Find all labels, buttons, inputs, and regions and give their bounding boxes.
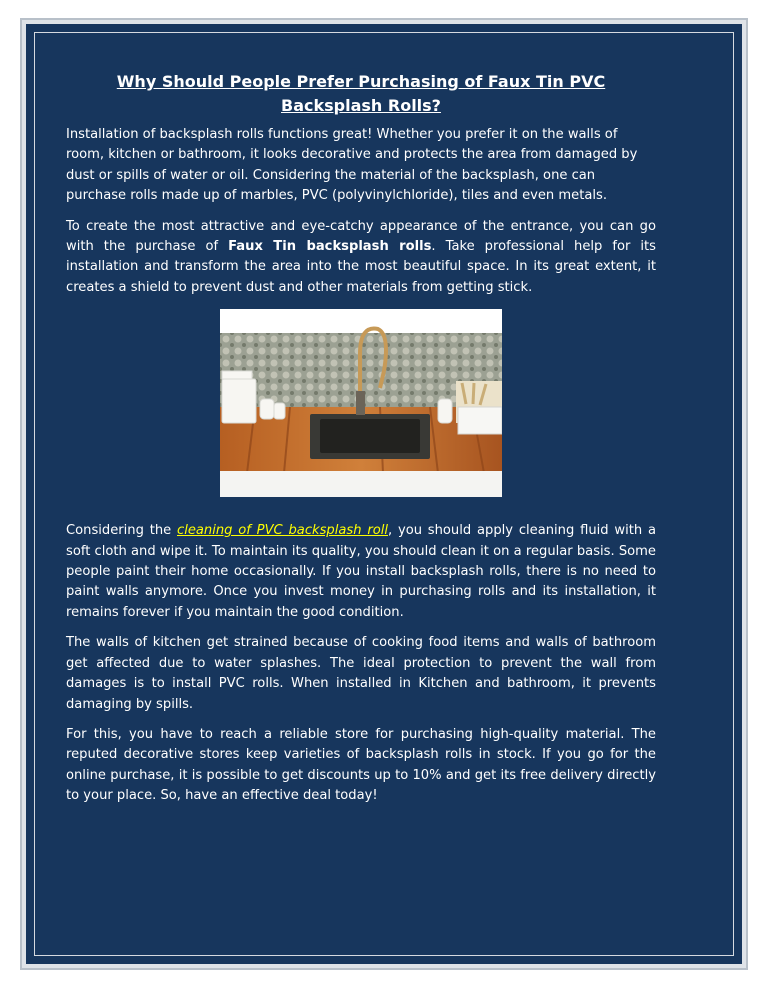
cleaning-pvc-backsplash-link[interactable]: cleaning of PVC backsplash roll (177, 523, 388, 539)
kitchen-sink-backsplash-photo (220, 309, 502, 497)
intro-paragraph: Installation of backsplash rolls functions great! Whether you prefer it on the walls of room, kitchen or bathroom, it looks decorative and protects the area from damaged by dust or spills of water or oil. Considering the material of the backsplash, one can purchase rolls made up of marbles, PVC (polyvinylchloride), tiles and even metals. (66, 127, 638, 204)
faux-tin-bold-text: Faux Tin backsplash rolls (228, 239, 432, 255)
faux-tin-paragraph-end: . Take professional help for its installation and transform the area into the most beautiful space. In its great extent, it creates a shield to prevent dust and other materials from getting stick. (66, 239, 656, 295)
faux-tin-paragraph (66, 217, 656, 299)
purchase-paragraph: For this, you have to reach a reliable store for purchasing high-quality material. The reputed decorative stores keep varieties of backsplash rolls in stock. If you go for the online purchase, it is possible to get discounts up to 10% and get its free delivery directly to your place. So, have an effective deal today! (66, 726, 656, 804)
kitchen-bathroom-paragraph: The walls of kitchen get strained because of cooking food items and walls of bathroom get affected due to water splashes. The ideal protection to prevent the wall from damages is to install PVC rolls. When installed in Kitchen and bathroom, it prevents damaging by spills. (66, 635, 656, 712)
document-title: Why Should People Prefer Purchasing of Faux Tin PVC Backsplash Rolls? (116, 72, 606, 115)
cleaning-paragraph-end: , you should apply cleaning fluid with a soft cloth and wipe it. To maintain its quality, you should clean it on a regular basis. Some people paint their home occasionally. If you install backsplash rolls, there is no need to paint walls anymore. Once you invest money in purchasing rolls and its installation, it remains forever if you maintain the good condition. (66, 523, 656, 620)
document-content (66, 70, 656, 807)
cleaning-paragraph-start: Considering the (66, 523, 177, 539)
faux-tin-paragraph-start: To create the most attractive and eye-catchy appearance of the entrance, you can go with the purchase of (66, 218, 656, 255)
cleaning-paragraph (66, 521, 656, 623)
